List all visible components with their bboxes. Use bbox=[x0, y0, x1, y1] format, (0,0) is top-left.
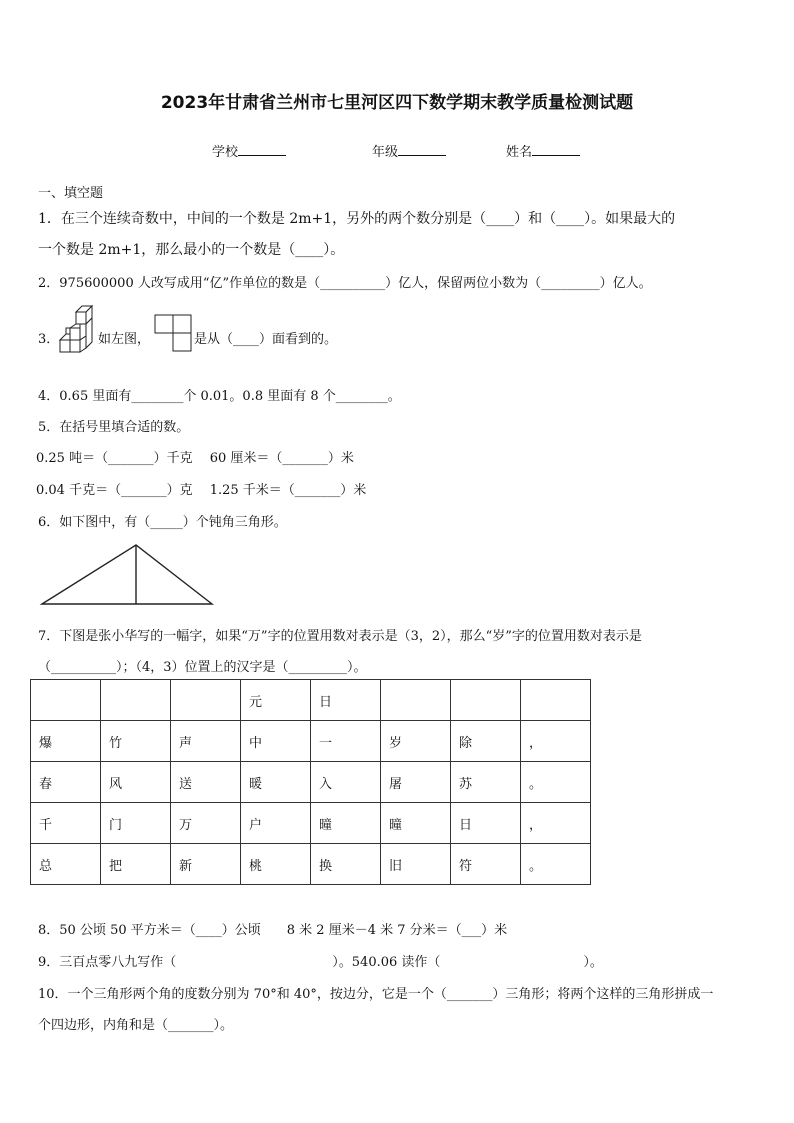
grid-cell: 苏 bbox=[451, 762, 521, 803]
school-label: 学校 bbox=[212, 145, 239, 160]
grid-cell: 入 bbox=[311, 762, 381, 803]
grid-cell: 桃 bbox=[241, 844, 311, 885]
question-3-text-b: 是从（____）面看到的。 bbox=[194, 332, 338, 347]
view-shape-figure bbox=[154, 314, 194, 354]
question-3-number: 3． bbox=[38, 332, 60, 347]
grid-cell: 。 bbox=[521, 844, 591, 885]
page-title: 2023年甘肃省兰州市七里河区四下数学期末教学质量检测试题 bbox=[160, 93, 634, 113]
grid-row bbox=[31, 721, 591, 762]
grid-cell: 中 bbox=[241, 721, 311, 762]
grid-cell: 把 bbox=[101, 844, 171, 885]
question-2: 2．975600000 人改写成用“亿”作单位的数是（__________）亿人，保留两位小数为（_________）亿人。 bbox=[38, 276, 652, 291]
grid-cell: 换 bbox=[311, 844, 381, 885]
cube-stack-figure bbox=[56, 304, 98, 356]
question-1-line-2: 一个数是 2m+1，那么最小的一个数是（____）。 bbox=[38, 242, 345, 258]
grid-cell bbox=[31, 680, 101, 721]
question-10-line-2: 个四边形，内角和是（_______）。 bbox=[38, 1018, 234, 1033]
grid-cell bbox=[451, 680, 521, 721]
school-field bbox=[212, 141, 286, 160]
grid-cell: 千 bbox=[31, 803, 101, 844]
grid-row bbox=[31, 803, 591, 844]
grid-cell: ， bbox=[521, 803, 591, 844]
question-7-line-1: 7．下图是张小华写的一幅字，如果“万”字的位置用数对表示是（3，2），那么“岁”字的位置用数对表示是 bbox=[38, 629, 642, 644]
grid-cell: 暖 bbox=[241, 762, 311, 803]
question-6: 6．如下图中，有（_____）个钝角三角形。 bbox=[38, 515, 287, 530]
name-blank[interactable] bbox=[532, 143, 580, 156]
grid-cell: 新 bbox=[171, 844, 241, 885]
grid-cell: 春 bbox=[31, 762, 101, 803]
grid-cell bbox=[171, 680, 241, 721]
grid-cell: 声 bbox=[171, 721, 241, 762]
grid-cell: 日 bbox=[311, 680, 381, 721]
grid-cell bbox=[381, 680, 451, 721]
question-5-row-1: 0.25 吨＝（_______）千克 60 厘米＝（_______）米 bbox=[36, 451, 354, 466]
grid-cell bbox=[101, 680, 171, 721]
grid-cell: 曈 bbox=[381, 803, 451, 844]
grid-cell bbox=[521, 680, 591, 721]
grid-cell: 符 bbox=[451, 844, 521, 885]
grid-row bbox=[31, 844, 591, 885]
section-heading: 一、填空题 bbox=[38, 186, 104, 201]
grid-cell: 旧 bbox=[381, 844, 451, 885]
grid-cell: 屠 bbox=[381, 762, 451, 803]
question-7-line-2: （__________）；（4，3）位置上的汉字是（_________）。 bbox=[38, 660, 367, 675]
triangle-figure bbox=[40, 544, 216, 606]
school-blank[interactable] bbox=[238, 143, 286, 156]
grid-cell: 门 bbox=[101, 803, 171, 844]
grid-cell: 曈 bbox=[311, 803, 381, 844]
question-5-row-2: 0.04 千克＝（_______）克 1.25 千米＝（_______）米 bbox=[36, 483, 367, 498]
grid-cell: 除 bbox=[451, 721, 521, 762]
grid-cell: 总 bbox=[31, 844, 101, 885]
grade-field bbox=[372, 141, 446, 160]
grid-cell: 岁 bbox=[381, 721, 451, 762]
grid-cell: ， bbox=[521, 721, 591, 762]
name-label: 姓名 bbox=[506, 145, 533, 160]
grid-cell: 日 bbox=[451, 803, 521, 844]
grid-cell: 风 bbox=[101, 762, 171, 803]
question-9: 9．三百点零八九写作（ ）。540.06 读作（ ）。 bbox=[38, 955, 603, 970]
grid-row bbox=[31, 680, 591, 721]
question-3-text-a: 如左图， bbox=[98, 332, 151, 347]
grid-cell: 万 bbox=[171, 803, 241, 844]
question-8: 8．50 公顷 50 平方米＝（____）公顷 8 米 2 厘米－4 米 7 分米＝（___）米 bbox=[38, 923, 508, 938]
grid-cell: 送 bbox=[171, 762, 241, 803]
question-10-line-1: 10．一个三角形两个角的度数分别为 70°和 40°，按边分，它是一个（_______）三角形；将两个这样的三角形拼成一 bbox=[38, 987, 714, 1002]
grade-blank[interactable] bbox=[398, 143, 446, 156]
grade-label: 年级 bbox=[372, 145, 399, 160]
question-4: 4．0.65 里面有________个 0.01。0.8 里面有 8 个________。 bbox=[38, 389, 401, 404]
grid-cell: 户 bbox=[241, 803, 311, 844]
character-grid bbox=[30, 679, 591, 885]
name-field bbox=[506, 141, 580, 160]
question-5-intro: 5．在括号里填合适的数。 bbox=[38, 420, 190, 435]
grid-cell: 一 bbox=[311, 721, 381, 762]
grid-cell: 元 bbox=[241, 680, 311, 721]
grid-cell: 竹 bbox=[101, 721, 171, 762]
question-1-line-1: 1．在三个连续奇数中，中间的一个数是 2m+1，另外的两个数分别是（____）和（____）。如果最大的 bbox=[38, 211, 676, 227]
grid-cell: 爆 bbox=[31, 721, 101, 762]
grid-row bbox=[31, 762, 591, 803]
grid-cell: 。 bbox=[521, 762, 591, 803]
